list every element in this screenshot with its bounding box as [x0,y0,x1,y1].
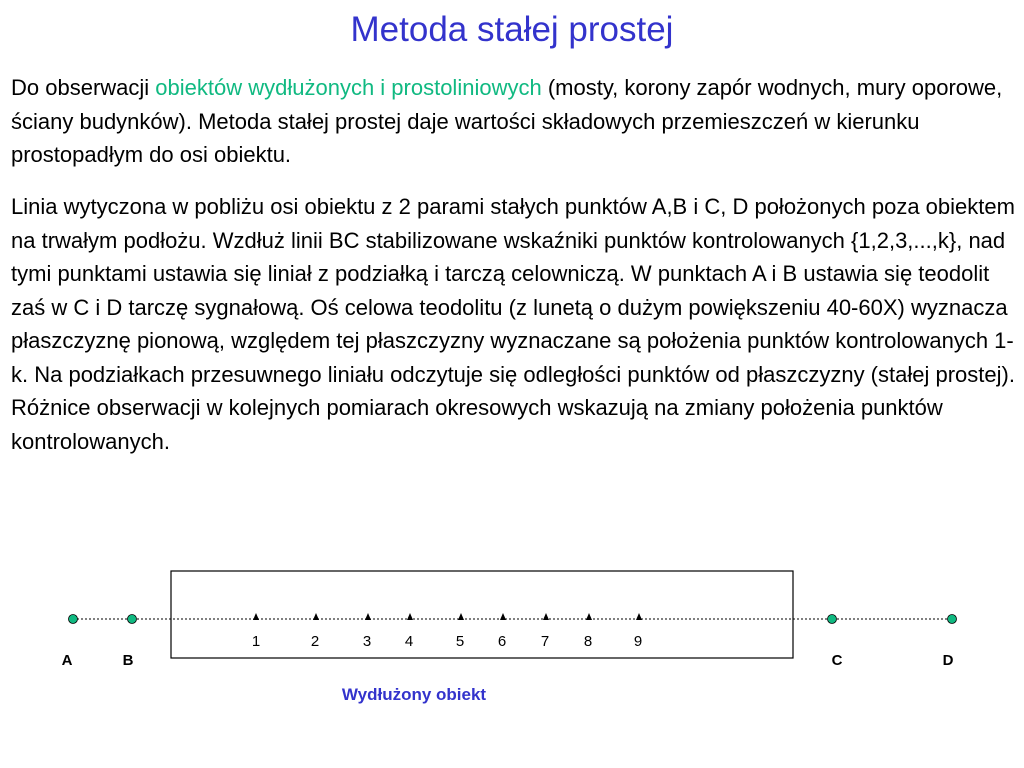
point-b-label: B [122,652,134,669]
control-point-marker [458,613,464,620]
control-point-marker [636,613,642,620]
point-c-label: C [831,652,843,669]
point-d-marker [948,615,957,624]
object-caption: Wydłużony obiekt [341,685,487,704]
control-point-label: 3 [362,633,372,650]
point-a-marker [69,615,78,624]
control-point-marker [253,613,259,620]
point-d-label: D [942,652,954,669]
control-point-label: 5 [455,633,465,650]
control-point-marker [586,613,592,620]
method-paragraph: Linia wytyczona w pobliżu osi obiektu z 2 parami stałych punktów A,B i C, D położonych poza obiektem na trwałym podłożu. Wzdłuż linii BC stabilizowane wskaźniki punktów kontrolowanych {1,2,3,...,k}, nad tymi punktami ustawia się liniał z podziałką i tarczą celowniczą. W punktach A i B ustawia się teodolit zaś w C i D tarczę sygnałową. Oś celowa teodolitu (z lunetą o dużym powiększeniu 40-60X) wyznacza płaszczyznę pionową, względem tej płaszczyzny wyznaczane są położenia punktów kontrolowanych 1-k. Na podziałkach przesuwnego liniału odczytuje się odległości punktów od płaszczyzny (stałej prostej). Różnice obserwacji w kolejnych pomiarach okresowych wskazują na zmiany położenia punktów kontrolowanych. [11,194,1015,454]
control-point-marker [407,613,413,620]
control-point-marker [543,613,549,620]
control-point-marker [365,613,371,620]
control-point-label: 6 [497,633,507,650]
method-diagram [0,560,1024,720]
elongated-object-rect [171,571,793,658]
control-point-label: 9 [633,633,643,650]
intro-paragraph [11,71,1016,172]
control-point-label: 7 [540,633,550,650]
intro-text-start: Do obserwacji [11,75,156,100]
control-point-label: 2 [310,633,320,650]
point-b-marker [128,615,137,624]
intro-text-end: (mosty, korony zapór wodnych, mury oporowe, ściany budynków). Metoda stałej prostej daje wartości składowych przemieszczeń w kierunku prostopadłym do osi obiektu. [11,75,1003,167]
point-c-marker [828,615,837,624]
control-point-label: 4 [404,633,414,650]
control-point-label: 8 [583,633,593,650]
point-a-label: A [61,652,73,669]
control-point-marker [500,613,506,620]
control-point-marker [313,613,319,620]
slide-title: Metoda stałej prostej [350,10,674,49]
intro-highlight: obiektów wydłużonych i prostoliniowych [155,75,542,100]
control-point-label: 1 [251,633,261,650]
